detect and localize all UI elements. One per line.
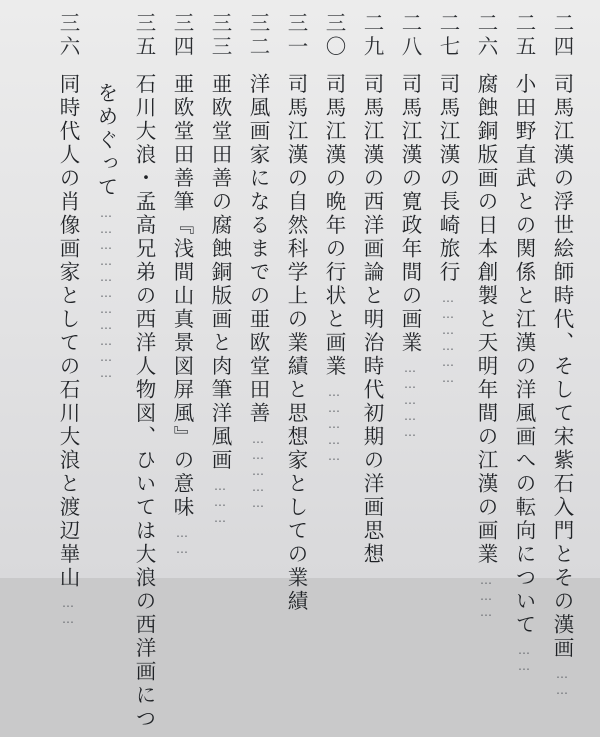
entry-title: 亜欧堂田善の腐蝕銅版画と肉筆洋風画 <box>208 73 232 473</box>
entry-number: 二六 <box>474 12 498 59</box>
toc-entry-35 <box>132 12 156 737</box>
entry-title: 司馬江漢の浮世絵師時代、そして宋紫石入門とその漢画 <box>550 73 574 661</box>
entry-title: 司馬江漢の自然科学上の業績と思想家としての業績 <box>284 73 308 614</box>
dot-leader: …………… <box>327 384 341 465</box>
entry-number: 三六 <box>56 12 80 59</box>
toc-entry-31 <box>284 12 308 620</box>
entry-number: 三二 <box>246 12 270 59</box>
toc-entry-33 <box>208 12 232 527</box>
entry-title: 同時代人の肖像画家としての石川大浪と渡辺崋山 <box>56 73 80 590</box>
entry-number: 二八 <box>398 12 422 59</box>
toc-entry-24 <box>550 12 574 699</box>
entry-number: 二五 <box>512 12 536 59</box>
entry-title: 司馬江漢の長崎旅行 <box>436 73 460 285</box>
entry-title: 石川大浪・孟高兄弟の西洋人物図、ひいては大浪の西洋画につ <box>132 73 156 731</box>
entry-title: 腐蝕銅版画の日本創製と天明年間の江漢の画業 <box>474 73 498 567</box>
entry-title: 洋風画家になるまでの亜欧堂田善 <box>246 73 270 426</box>
entry-title: 司馬江漢の晩年の行状と画業 <box>322 73 346 379</box>
entry-title: 亜欧堂田善筆『浅間山真景図屏風』の意味 <box>170 73 194 520</box>
entry-title: 司馬江漢の西洋画論と明治時代初期の洋画思想 <box>360 73 384 567</box>
toc-entry-30 <box>322 12 346 465</box>
dot-leader: …… <box>61 596 75 628</box>
entry-number: 三一 <box>284 12 308 59</box>
toc-entry-36 <box>56 12 80 628</box>
toc-entry-26 <box>474 12 498 621</box>
entry-title: 小田野直武との関係と江漢の洋風画への転向について <box>512 73 536 637</box>
dot-leader: …………………………… <box>99 205 113 382</box>
entry-number: 二九 <box>360 12 384 59</box>
entry-number: 三五 <box>132 12 156 59</box>
toc-entry-27 <box>436 12 460 387</box>
toc-entry-35-continuation <box>94 82 118 382</box>
dot-leader: …… <box>555 666 569 699</box>
entry-number: 三〇 <box>322 12 346 59</box>
dot-leader: ……… <box>479 572 493 621</box>
dot-leader: …… <box>175 525 189 558</box>
entry-number: 三三 <box>208 12 232 59</box>
dot-leader: …………… <box>251 431 265 512</box>
dot-leader: …… <box>517 643 531 675</box>
entry-title-continuation: をめぐって <box>94 82 118 200</box>
entry-number: 三四 <box>170 12 194 59</box>
dot-leader: ……………… <box>441 290 455 387</box>
toc-entry-29 <box>360 12 384 573</box>
toc-entry-32 <box>246 12 270 512</box>
toc-entry-28 <box>398 12 422 441</box>
entry-number: 二四 <box>550 12 574 59</box>
toc-entry-34 <box>170 12 194 558</box>
entry-title: 司馬江漢の寛政年間の画業 <box>398 73 422 355</box>
dot-leader: …………… <box>403 361 417 441</box>
entry-number: 二七 <box>436 12 460 59</box>
dot-leader: ……… <box>213 478 227 527</box>
toc-entry-25 <box>512 12 536 675</box>
